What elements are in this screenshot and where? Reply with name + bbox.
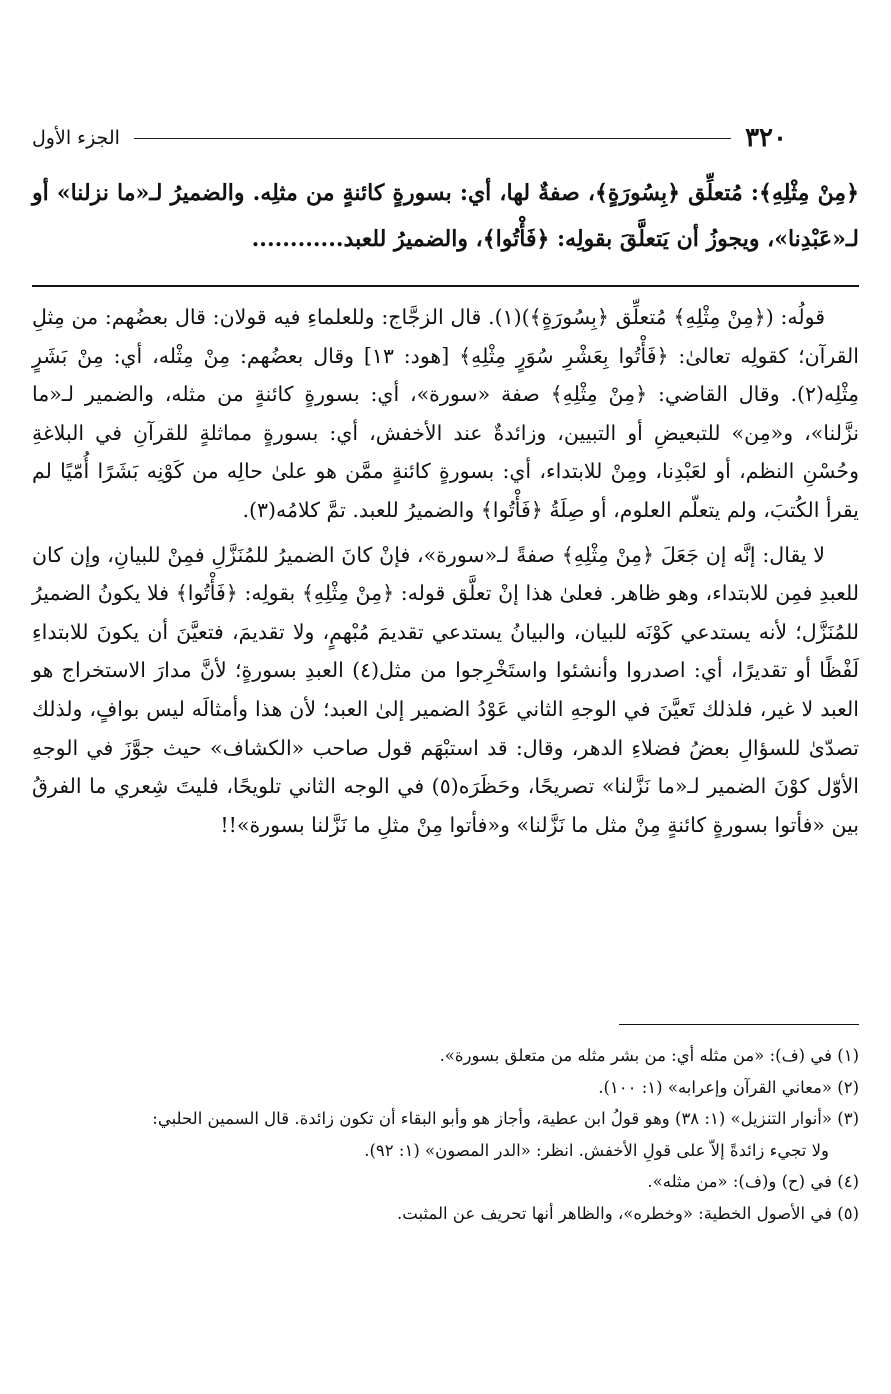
footnotes	[32, 1040, 859, 1229]
commentary-paragraph: لا يقال: إنَّه إن جَعَلَ ﴿مِنْ مِثْلِهِ﴾ صفةً لـ«سورة»، فإنْ كانَ الضميرُ للمُنَزَّلِ فمِنْ للبيانِ، وإن كان للعبدِ فمِن للابتداء، وهو ظاهر. فعلىٰ هذا إنْ تعلَّق قوله: ﴿مِنْ مِثْلِهِ﴾ بقولِه: ﴿فَأْتُوا﴾ فلا يكونُ الضميرُ للمُنَزَّل؛ لأنه يستدعي كَوْنَه للبيان، والبيانُ يستدعي تقديمَ مُبْهمٍ، ولا تقديمَ، فتعيَّنَ أن يكونَ للابتداءِ لَفْظًا أو تقديرًا، أي: اصدروا وأنشئوا واستَخْرِجوا من مثل(٤) العبدِ بسورةٍ؛ لأنَّ مدارَ الاستخراج هو العبد لا غير، فلذلك تَعيَّنَ في الوجهِ الثاني عَوْدُ الضمير إلىٰ العبد؛ لأن هذا وأمثالَه ليس بوافٍ، ولذلك تصدّىٰ للسؤالِ بعضُ فضلاءِ الدهر، وقال: قد استبْهَم قول صاحب «الكشاف» حيث جوَّزَ في الوجهِ الأوّل كوْنَ الضمير لـ«ما نَزَّلنا» تصريحًا، وحَظَرَه(٥) في الوجه الثاني تلويحًا، فليتَ شِعري ما الفرقُ بين «فأتوا بسورةٍ كائنةٍ مِنْ مثل ما نَزَّلنا» و«فأتوا مِنْ مثلِ ما نَزَّلنا بسورة»!!	[32, 542, 859, 837]
matn-text: ﴿مِنْ مِثْلِهِ﴾: مُتعلِّق ﴿بِسُورَةٍ﴾، صفةٌ لها، أي: بسورةٍ كائنةٍ من مثلِه. والضميرُ لـ«ما نزلنا» أو لـ«عَبْدِنا»، ويجوزُ أن يَتعلَّقَ بقولِه: ﴿فَأْتُوا﴾، والضميرُ للعبد............	[32, 180, 859, 252]
footnote-3-continuation: ولا تجيء زائدةً إلاّ على قولِ الأخفش. انظر: «الدر المصون» (١: ٩٢).	[364, 1140, 829, 1160]
commentary-paragraph: قولُه: (﴿مِنْ مِثْلِهِ﴾ مُتعلِّق ﴿بِسُورَةٍ﴾)(١). قال الزجَّاج: وللعلماءِ فيه قولان: قال بعضُهم: من مِثلِ القرآن؛ كقولِه تعالىٰ: ﴿فَأْتُوا بِعَشْرِ سُوَرٍ مِثْلِهِ﴾ [هود: ١٣] وقال بعضُهم: مِنْ مِثْله، أي: مِنْ بَشَرٍ مِثْلِه(٢). وقال القاضي: ﴿مِنْ مِثْلِهِ﴾ صفة «سورة»، أي: بسورةٍ كائنةٍ من مثله، والضمير لـ«ما نزَّلنا»، و«مِن» للتبعيضِ أو التبيين، وزائدةٌ عند الأخفش، أي: بسورةٍ مماثلةٍ للقرآنِ في البلاغةِ وحُسْنِ النظم، أو لعَبْدِنا، ومِنْ للابتداء، أي: بسورةٍ كائنةٍ ممَّن هو علىٰ حالِه من كَوْنِه بَشَرًا أُمّيًا لم يقرأ الكُتبَ، ولم يتعلّم العلوم، أو صِلَةُ ﴿فَأْتُوا﴾ والضميرُ للعبد. تمَّ كلامُه(٣).	[32, 305, 859, 522]
header-rule	[134, 138, 731, 139]
footnote-1: (١) في (ف): «من مثله أي: من بشر مثله من متعلق بسورة».	[439, 1046, 859, 1065]
footnote-2: (٢) «معاني القرآن وإعرابه» (١: ١٠٠).	[598, 1077, 859, 1097]
footnote-4: (٤) في (ح) و(ف): «من مثله».	[647, 1172, 859, 1191]
footnote-3: (٣) «أنوار التنزيل» (١: ٣٨) وهو قولُ ابن عطية، وأجاز هو وأبو البقاء أن تكون زائدة. قال السمين الحلبي:	[152, 1109, 859, 1128]
part-title: الجزء الأول	[32, 127, 120, 149]
page-number: ٣٢٠	[745, 123, 787, 153]
matn-separator-rule	[32, 285, 859, 287]
page-header	[32, 118, 787, 158]
footnote-5: (٥) في الأصول الخطية: «وخطره»، والظاهر أنها تحريف عن المثبت.	[397, 1203, 859, 1223]
commentary-body	[32, 298, 859, 850]
footnote-separator-rule	[619, 1024, 859, 1025]
